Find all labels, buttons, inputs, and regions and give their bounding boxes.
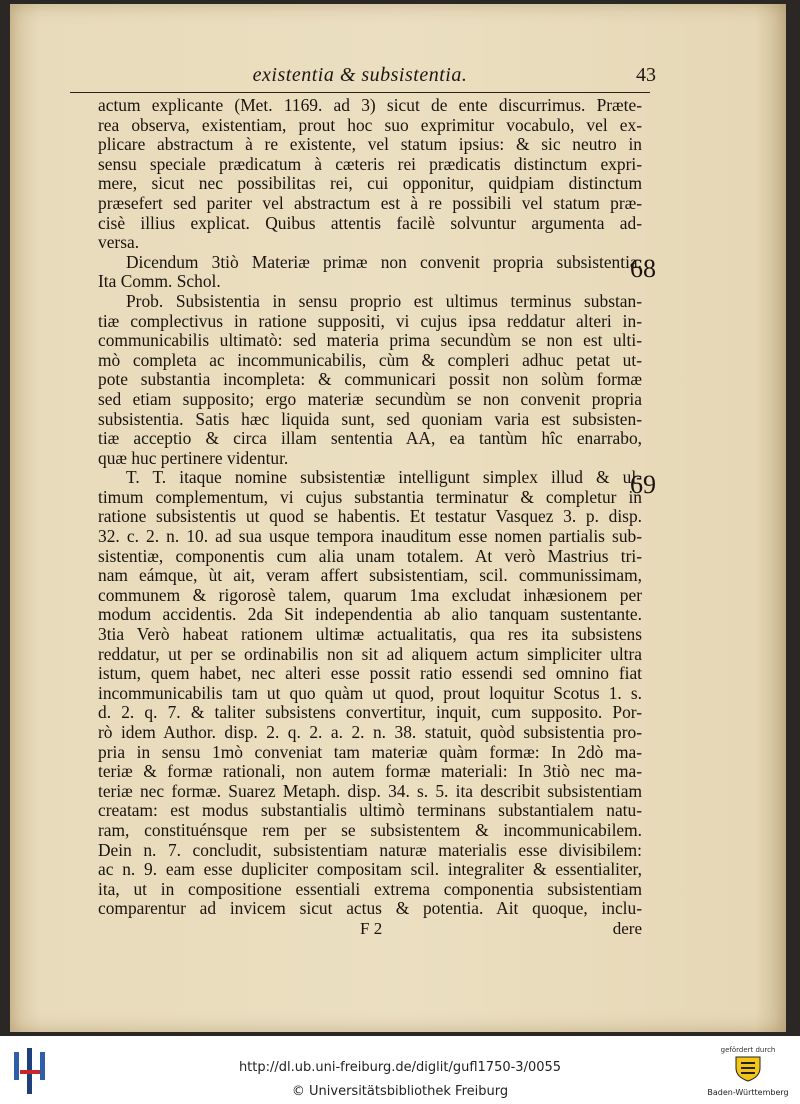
text-line: ita, ut in compositione essentiali extrema componentia subsistentiam [98, 879, 642, 899]
text-line: ram, constituénsque rem per se subsistentem & incommunicabilem. [98, 820, 642, 840]
text-line: nam eámque, ùt ait, veram affert subsistentiam, scil. communissimam, [98, 566, 642, 586]
text-line: rò idem Author. disp. 2. q. 2. a. 2. n. 38. statuit, quòd subsistentia pro- [98, 723, 642, 742]
text-line: d. 2. q. 7. & taliter subsistens convertitur, inquit, cum supposito. Por- [98, 703, 642, 723]
text-line: Prob. Subsistentia in sensu proprio est ultimus terminus substan- [126, 291, 642, 311]
text-line: communicabilis ultimatò: sed materia prima secundùm se non est ulti- [98, 331, 642, 351]
text-line: creatam: est modus substantialis ultimò terminans substantialem natu- [98, 801, 642, 821]
text-line: mere, sicut nec possibilitas rei, cui opponitur, quidpiam distinctum [98, 174, 642, 194]
text-line: timum complementum, vi cujus substantia terminatur & completur in [98, 487, 642, 507]
book-page [10, 4, 786, 1032]
text-line: istum, quem habet, nec alteri esse possit ratio essendi sed omnino fiat [98, 664, 642, 684]
text-line: teriæ nec formæ. Suarez Metaph. disp. 34. s. 5. ita describit subsistentiam [98, 781, 642, 801]
funder-name: Baden-Württemberg [707, 1088, 789, 1097]
margin-number-68: 68 [630, 254, 656, 283]
text-line: sed etiam supposito; ergo materiæ secundùm se non convenit propria [98, 389, 642, 409]
text-line: Dicendum 3tiò Materiæ primæ non convenit propria subsistentia. [126, 252, 642, 272]
text-line: rea observa, existentiam, prout hoc suo exprimitur vocabulo, vel ex- [98, 115, 642, 135]
text-line: ac n. 9. eam esse dupliciter compositam scil. integraliter & essentialiter, [98, 860, 642, 880]
text-line: mò completa ac incommunicabilis, cùm & compleri adhuc petat ut- [98, 350, 642, 370]
text-line: comparentur ad invicem sicut actus & potentia. Ait quoque, inclu- [98, 899, 642, 919]
text-line: subsistentia. Satis hæc liquida sunt, sed quoniam varia est subsisten- [98, 409, 642, 429]
baden-wuerttemberg-crest-icon [733, 1054, 763, 1082]
text-line: tiæ acceptio & circa illam sententia AA, ea tantùm hîc enarrabo, [98, 429, 642, 449]
text-line: tiæ complectivus in ratione suppositi, vi cujus ipsa reddatur alteri in- [98, 311, 642, 331]
page-header [70, 64, 656, 93]
margin-number-69: 69 [630, 470, 656, 499]
text-line: cisè illius explicat. Quibus attentis facilè solvuntur argumenta ad- [98, 213, 642, 233]
page-number: 43 [636, 64, 656, 86]
text-line: communem & rigorosè talem, quarum 1ma excludat inhæsionem per [98, 585, 642, 605]
text-line: versa. [98, 233, 140, 253]
catchword: dere [612, 919, 642, 938]
text-line: sistentiæ, componentis cum alia unam totalem. At verò Mastrius tri- [98, 546, 642, 566]
text-line: modum accidentis. 2da Sit independentia ab alio tanquam sustentante. [98, 605, 642, 625]
text-line: T. T. itaque nomine subsistentiæ intelligunt simplex illud & ul- [126, 468, 642, 488]
text-line: plicare abstractum à re existente, vel statum ipsius: & sic neutro in [98, 135, 642, 155]
text-line: 32. c. 2. n. 10. ad sua usque tempora inauditum esse nomen partialis sub- [98, 527, 642, 547]
signature-mark: F 2 [360, 919, 383, 938]
text-line: quæ huc pertinere videntur. [98, 448, 289, 468]
text-line: præsefert sed pariter vel abstractum est à re possibili vel statum præ- [98, 193, 642, 213]
text-line: ratione subsistentis ut quod se habentis. Et testatur Vasquez 3. p. disp. [98, 507, 642, 527]
page-foot [98, 919, 642, 939]
text-line: sensu speciale prædicatum à cæteris rei prædicatis distinctum expri- [98, 154, 642, 174]
text-line: teriæ & formæ rationali, non autem formæ materiali: In 3tiò nec ma- [98, 762, 642, 782]
text-line: 3tia Verò habeat rationem ultimæ actualitatis, qua res ita subsistens [98, 625, 642, 645]
permalink-url[interactable]: http://dl.ub.uni-freiburg.de/diglit/gufl1750-3/0055 [238, 1060, 562, 1075]
body-text [98, 96, 642, 919]
text-line: actum explicante (Met. 1169. ad 3) sicut de ente discurrimus. Præte- [98, 96, 642, 115]
text-line: incommunicabilis tam ut quo quàm ut quod, prout loquitur Scotus 1. s. [98, 683, 642, 703]
text-line: Ita Comm. Schol. [98, 272, 221, 292]
text-line: pria in sensu 1mò conveniat tam materiæ quàm formæ: In 2dò ma- [98, 742, 642, 762]
text-line: Dein n. 7. concludit, subsistentiam naturæ materialis esse divisibilem: [98, 840, 642, 860]
viewer-footer [0, 1036, 800, 1104]
copyright-notice: © Universitätsbibliothek Freiburg [291, 1084, 509, 1099]
text-line: reddatur, ut per se ordinabilis non sit ad aliquem actum simpliciter ultra [98, 644, 642, 664]
funder-caption: gefördert durch [720, 1046, 776, 1054]
running-title: existentia & subsistentia. [252, 64, 468, 86]
funder-logo [702, 1040, 794, 1100]
text-line: pote substantia incompleta: & communicari possit non solùm formæ [98, 370, 642, 390]
